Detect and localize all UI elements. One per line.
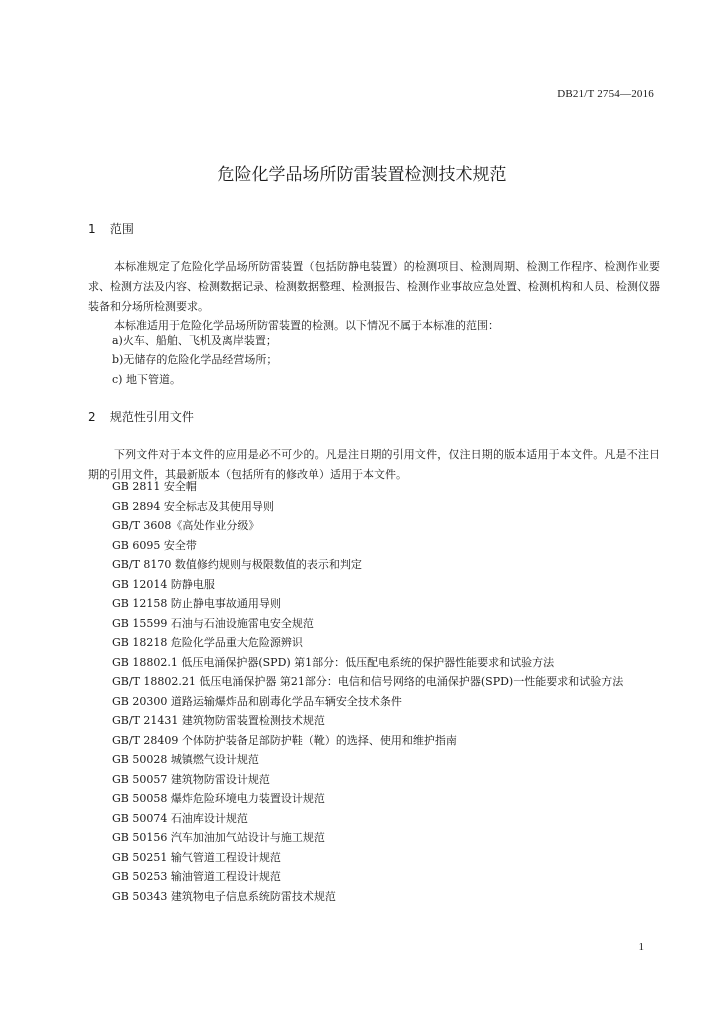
section-number: 1 [88,222,96,236]
reference-item: GB 6095 安全带 [112,538,197,552]
document-title: 危险化学品场所防雷装置检测技术规范 [217,165,507,185]
reference-item: GB 50156 汽车加油加气站设计与施工规范 [112,831,325,844]
reference-item: GB 15599 石油与石油设施雷电安全规范 [112,616,314,630]
scope-applicability-paragraph: 本标准适用于危险化学品场所防雷装置的检测。以下情况不属于本标准的范围： [114,319,499,332]
reference-list [88,477,660,906]
reference-item: GB/T 28409 个体防护装备足部防护鞋（靴）的选择、使用和维护指南 [112,733,457,747]
scope-exclusion-item: a)火车、船舶、飞机及离岸装置； [112,334,277,347]
references-intro-paragraph: 下列文件对于本文件的应用是必不可少的。凡是注日期的引用文件，仅注日期的版本适用于本文件。凡是不注日期的引用文件，其最新版本（包括所有的修改单）适用于本文件。 [88,448,660,481]
reference-item: GB 12158 防止静电事故通用导则 [112,597,281,610]
reference-item: GB 50343 建筑物电子信息系统防雷技术规范 [112,889,336,903]
section-number: 2 [88,410,96,424]
reference-item: GB 18218 危险化学品重大危险源辨识 [112,636,303,649]
page-number: 1 [638,941,644,953]
scope-exclusion-item: c) 地下管道。 [112,373,181,386]
reference-item: GB/T 21431 建筑物防雷装置检测技术规范 [112,714,325,727]
reference-item: GB 50058 爆炸危险环境电力装置设计规范 [112,792,325,805]
section-heading-normative-references [88,408,194,425]
section-title: 范围 [109,222,134,236]
reference-item: GB 50028 城镇燃气设计规范 [112,753,259,766]
reference-item: GB 50253 输油管道工程设计规范 [112,870,281,883]
section-heading-scope [88,220,134,237]
reference-item: GB 50251 输气管道工程设计规范 [112,850,281,864]
standard-code: DB21/T 2754—2016 [557,88,654,100]
reference-item: GB 12014 防静电服 [112,577,215,591]
reference-item: GB 50057 建筑物防雷设计规范 [112,772,270,786]
scope-paragraph: 本标准规定了危险化学品场所防雷装置（包括防静电装置）的检测项目、检测周期、检测工作程序、检测作业要求、检测方法及内容、检测数据记录、检测数据整理、检测报告、检测作业事故应急处置、检测机构和人员、检测仪器装备和分场所检测要求。 [88,260,660,313]
reference-item: GB 50074 石油库设计规范 [112,811,248,825]
scope-exclusion-item: b)无储存的危险化学品经营场所； [112,353,278,366]
reference-item: GB 2811 安全帽 [112,480,197,493]
section-title: 规范性引用文件 [109,410,194,424]
reference-item: GB/T 3608《高处作业分级》 [112,519,260,532]
reference-item: GB 18802.1 低压电涌保护器(SPD) 第1部分：低压配电系统的保护器性能要求和试验方法 [112,655,555,669]
reference-item: GB/T 8170 数值修约规则与极限数值的表示和判定 [112,558,362,571]
reference-item: GB 2894 安全标志及其使用导则 [112,499,274,513]
reference-item: GB/T 18802.21 低压电涌保护器 第21部分：电信和信号网络的电涌保护器(SPD)一性能要求和试验方法 [112,675,624,688]
reference-item: GB 20300 道路运输爆炸品和剧毒化学品车辆安全技术条件 [112,694,402,708]
